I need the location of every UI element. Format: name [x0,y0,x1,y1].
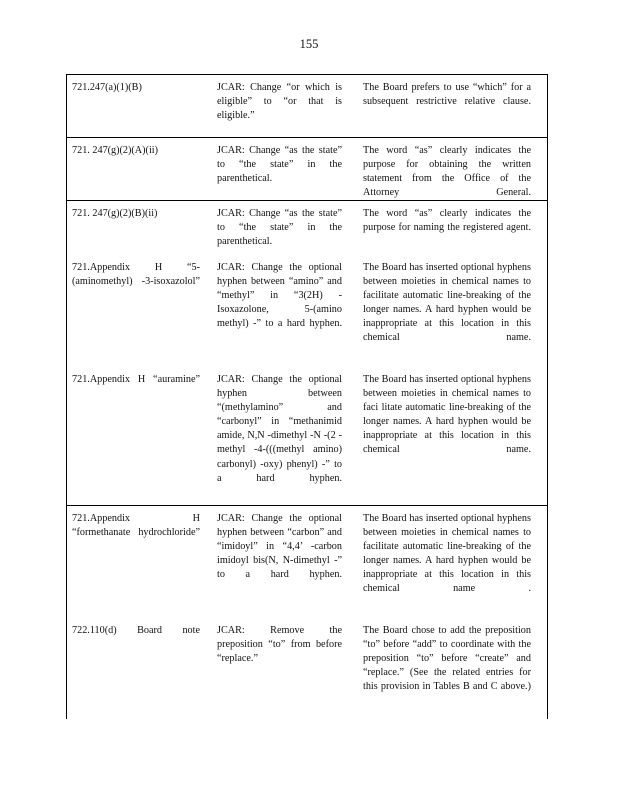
response-cell: The Board has inserted optional hyphens between moieties in chemical names to faci litate automatic line-breaking of the longer names. A hard hyphen would be inappropriate at this location in this chemical name. [363,374,531,456]
response-cell: The Board prefers to use “which” for a subsequent restrictive relative clause. [363,82,531,108]
change-cell: JCAR: Change “as the state” to “the state” in the parenthetical. [217,145,342,185]
page-number: 155 [299,37,319,51]
change-cell: JCAR: Remove the preposition “to” from before “replace.” [217,625,342,665]
change-cell: JCAR: Change the optional hyphen between “amino” and “methyl” in “3(2H) -Isoxazolone, 5-(amino methyl) -” to a hard hyphen. [217,262,342,330]
response-cell: The Board has inserted optional hyphens between moieties in chemical names to facilitate automatic line-breaking of the longer names. A hard hyphen would be inappropriate at this location in this chemical name. [363,262,531,344]
response-cell: The word “as” clearly indicates the purpose for naming the registered agent. [363,208,531,234]
change-cell: JCAR: Change the optional hyphen between “(methylamino” and “carbonyl” in “methanimid amide, N,N -dimethyl -N -(2 -methyl -4-(((methyl amino) carbonyl) -oxy) phenyl) -” to a hard hyphen. [217,374,342,484]
section-cell: 721.247(a)(1)(B) [72,82,142,93]
table-row [67,75,547,138]
table-row [67,255,547,367]
table-row [67,138,547,201]
section-cell: 722.110(d) Board note [72,625,200,636]
section-cell: 721.Appendix H “auramine” [72,374,200,385]
response-cell: The word “as” clearly indicates the purpose for obtaining the written statement from the Office of the Attorney General. [363,145,531,199]
section-cell: 721. 247(g)(2)(B)(ii) [72,208,158,219]
table-row [67,618,547,719]
table-row [67,201,547,255]
change-cell: JCAR: Change the optional hyphen between “carbon” and “imidoyl” in “4,4’ -carbon imidoyl bis(N, N-dimethyl -” to a hard hyphen. [217,513,342,581]
section-cell: 721.Appendix H “formethanate hydrochloride” [72,513,200,539]
change-cell: JCAR: Change “or which is eligible” to “or that is eligible.” [217,82,342,122]
section-cell: 721.Appendix H “5-(aminomethyl) -3-isoxazolol” [72,262,200,288]
table-row [67,367,547,506]
section-cell: 721. 247(g)(2)(A)(ii) [72,145,159,156]
change-cell: JCAR: Change “as the state” to “the state” in the parenthetical. [217,208,342,248]
comments-table [66,74,548,719]
response-cell: The Board chose to add the preposition “to” before “add” to coordinate with the preposition “to” before “create” and “replace.” (See the related entries for this provision in Tables B and C above.) [363,625,531,693]
table-row [67,506,547,618]
response-cell: The Board has inserted optional hyphens between moieties in chemical names to facilitate automatic line-breaking of the longer names. A hard hyphen would be inappropriate at this location in this chemical name . [363,513,531,595]
